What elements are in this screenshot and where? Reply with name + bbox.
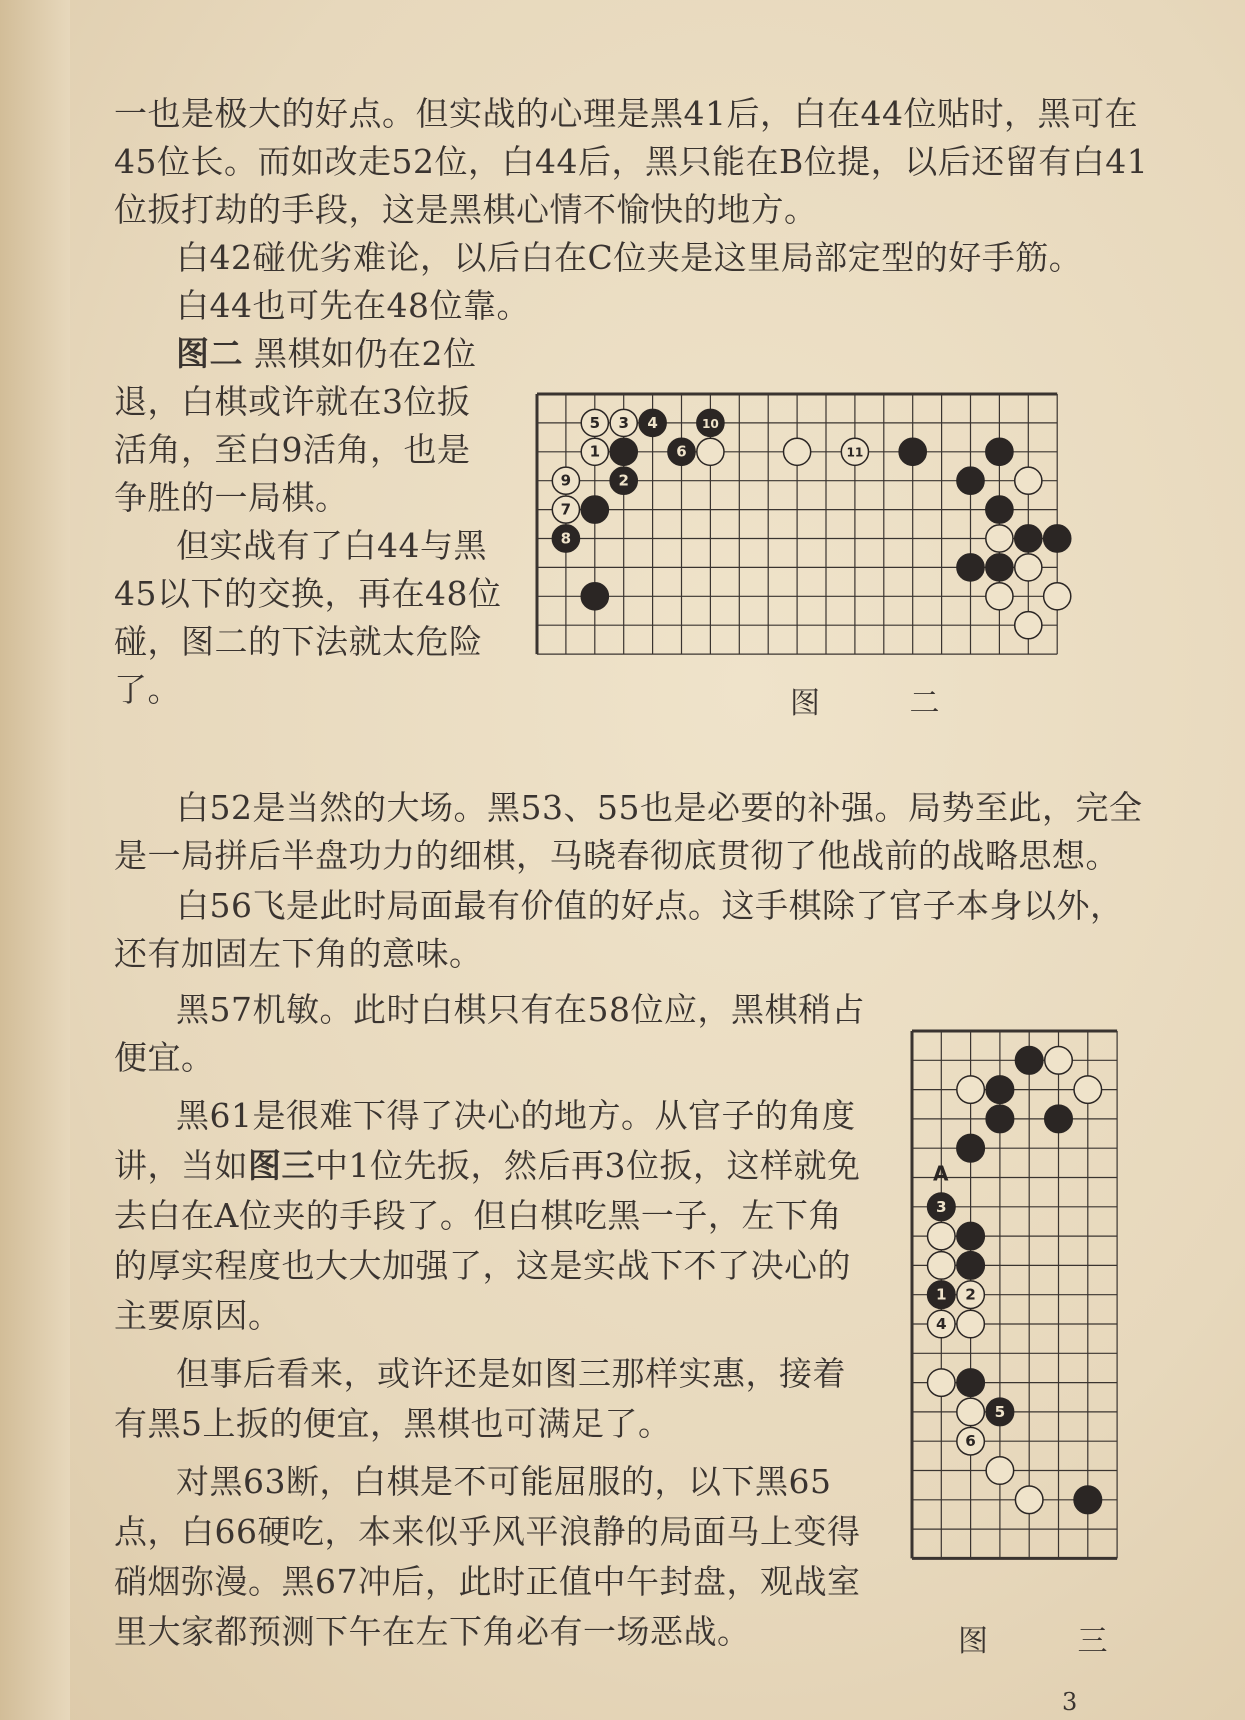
- black-stone: [1044, 525, 1071, 552]
- white-stone: [1015, 612, 1042, 639]
- white-stone: [1015, 1486, 1043, 1514]
- text-line: 但事后看来，或许还是如图三那样实惠，接着: [176, 1354, 846, 1393]
- text-line: 黑61是很难下得了决心的地方。从官子的角度: [176, 1096, 856, 1135]
- black-stone: [957, 554, 984, 581]
- black-stone: [610, 438, 637, 465]
- text-line: 硝烟弥漫。黑67冲后，此时正值中午封盘，观战室: [114, 1562, 861, 1601]
- figure-heading: 图二: [176, 334, 243, 373]
- text-line: 活角，至白9活角，也是: [114, 430, 471, 469]
- white-stone: [1074, 1076, 1102, 1104]
- text-line: 了。: [114, 670, 181, 709]
- stone-number: 3: [618, 413, 629, 432]
- black-stone: [581, 496, 608, 523]
- text-line: [114, 1146, 861, 1186]
- stone-number: 10: [701, 416, 719, 431]
- black-stone: [957, 467, 984, 494]
- text-span: 讲，当如: [114, 1146, 248, 1185]
- black-stone: [986, 554, 1013, 581]
- black-stone: [957, 1222, 985, 1250]
- stone-number: 9: [560, 471, 572, 490]
- black-stone: [986, 438, 1013, 465]
- white-stone: [1044, 583, 1071, 610]
- white-stone: [957, 1076, 985, 1104]
- page-number: 3: [1062, 1688, 1078, 1716]
- text-line: 一也是极大的好点。但实战的心理是黑41后，白在44位贴时，黑可在: [114, 94, 1138, 133]
- stone-number: 4: [936, 1314, 947, 1333]
- black-stone: [986, 1076, 1014, 1104]
- text-span: 黑棋如仍在2位: [254, 334, 477, 373]
- white-stone: [928, 1222, 956, 1250]
- text-line: 便宜。: [114, 1038, 215, 1077]
- stone-number: 2: [965, 1285, 976, 1304]
- go-board-figure3: [906, 1025, 1126, 1597]
- white-stone: [986, 583, 1013, 610]
- white-stone: [928, 1369, 956, 1397]
- text-line: 45位长。而如改走52位，白44后，黑只能在B位提，以后还留有白41: [114, 142, 1149, 181]
- text-line: 45以下的交换，再在48位: [114, 574, 502, 613]
- text-line: 是一局拼后半盘功力的细棋，马晓春彻底贯彻了他战前的战略思想。: [114, 836, 1119, 875]
- stone-number: 8: [560, 529, 572, 548]
- stone-number: 1: [589, 442, 601, 461]
- figure2-caption: 图 二: [790, 686, 980, 721]
- figure3-caption: 图 三: [958, 1624, 1148, 1659]
- stone-number: 7: [560, 500, 572, 519]
- text-line: 有黑5上扳的便宜，黑棋也可满足了。: [114, 1404, 672, 1443]
- black-stone: [986, 1105, 1014, 1133]
- black-stone: [581, 583, 608, 610]
- black-stone: [957, 1252, 985, 1280]
- white-stone: [1045, 1047, 1073, 1075]
- text-span: 中1位先扳，然后再3位扳，这样就免: [315, 1146, 861, 1185]
- text-line: 白42碰优劣难论，以后白在C位夹是这里局部定型的好手筋。: [176, 238, 1083, 277]
- black-stone: [986, 496, 1013, 523]
- text-line: 位扳打劫的手段，这是黑棋心情不愉快的地方。: [114, 190, 818, 229]
- white-stone: [1015, 554, 1042, 581]
- page-spine-shadow: [0, 0, 70, 1720]
- white-stone: [957, 1310, 985, 1338]
- text-line: 争胜的一局棋。: [114, 478, 349, 517]
- black-stone: [957, 1369, 985, 1397]
- text-line: 但实战有了白44与黑: [176, 526, 487, 565]
- white-stone: [1015, 467, 1042, 494]
- point-label-a: A: [932, 1161, 949, 1186]
- white-stone: [697, 438, 724, 465]
- text-line: 去白在A位夹的手段了。但白棋吃黑一子，左下角: [114, 1196, 842, 1235]
- stone-number: 3: [936, 1197, 947, 1216]
- black-stone: [957, 1134, 985, 1162]
- stone-number: 6: [676, 442, 687, 461]
- text-line: [176, 334, 477, 374]
- stone-number: 5: [994, 1402, 1006, 1421]
- black-stone: [899, 438, 926, 465]
- black-stone: [1074, 1486, 1102, 1514]
- black-stone: [1045, 1105, 1073, 1133]
- white-stone: [986, 1457, 1014, 1485]
- white-stone: [928, 1252, 956, 1280]
- white-stone: [957, 1398, 985, 1426]
- text-line: 对黑63断，白棋是不可能屈服的，以下黑65: [176, 1462, 832, 1501]
- text-line: 白44也可先在48位靠。: [176, 286, 530, 325]
- black-stone: [1015, 525, 1042, 552]
- text-line: 主要原因。: [114, 1296, 282, 1335]
- text-line: 白52是当然的大场。黑53、55也是必要的补强。局势至此，完全: [176, 788, 1143, 827]
- text-line: 还有加固左下角的意味。: [114, 934, 483, 973]
- white-stone: [784, 438, 811, 465]
- stone-number: 11: [846, 445, 864, 460]
- text-line: 的厚实程度也大大加强了，这是实战下不了决心的: [114, 1246, 851, 1285]
- stone-number: 2: [618, 471, 629, 490]
- text-line: 白56飞是此时局面最有价值的好点。这手棋除了官子本身以外，: [176, 886, 1124, 925]
- stone-number: 4: [647, 413, 658, 432]
- text-line: 点，白66硬吃，本来似乎风平浪静的局面马上变得: [114, 1512, 861, 1551]
- stone-number: 5: [589, 413, 601, 432]
- stone-number: 1: [936, 1285, 947, 1304]
- figure-ref: 图三: [248, 1146, 315, 1185]
- white-stone: [986, 525, 1013, 552]
- text-line: 碰，图二的下法就太危险: [114, 622, 483, 661]
- text-line: 黑57机敏。此时白棋只有在58位应，黑棋稍占: [176, 990, 865, 1029]
- go-board-figure2: [533, 388, 1113, 668]
- stone-number: 6: [965, 1432, 976, 1451]
- text-line: 里大家都预测下午在左下角必有一场恶战。: [114, 1612, 751, 1651]
- text-line: 退，白棋或许就在3位扳: [114, 382, 471, 421]
- black-stone: [1015, 1047, 1043, 1075]
